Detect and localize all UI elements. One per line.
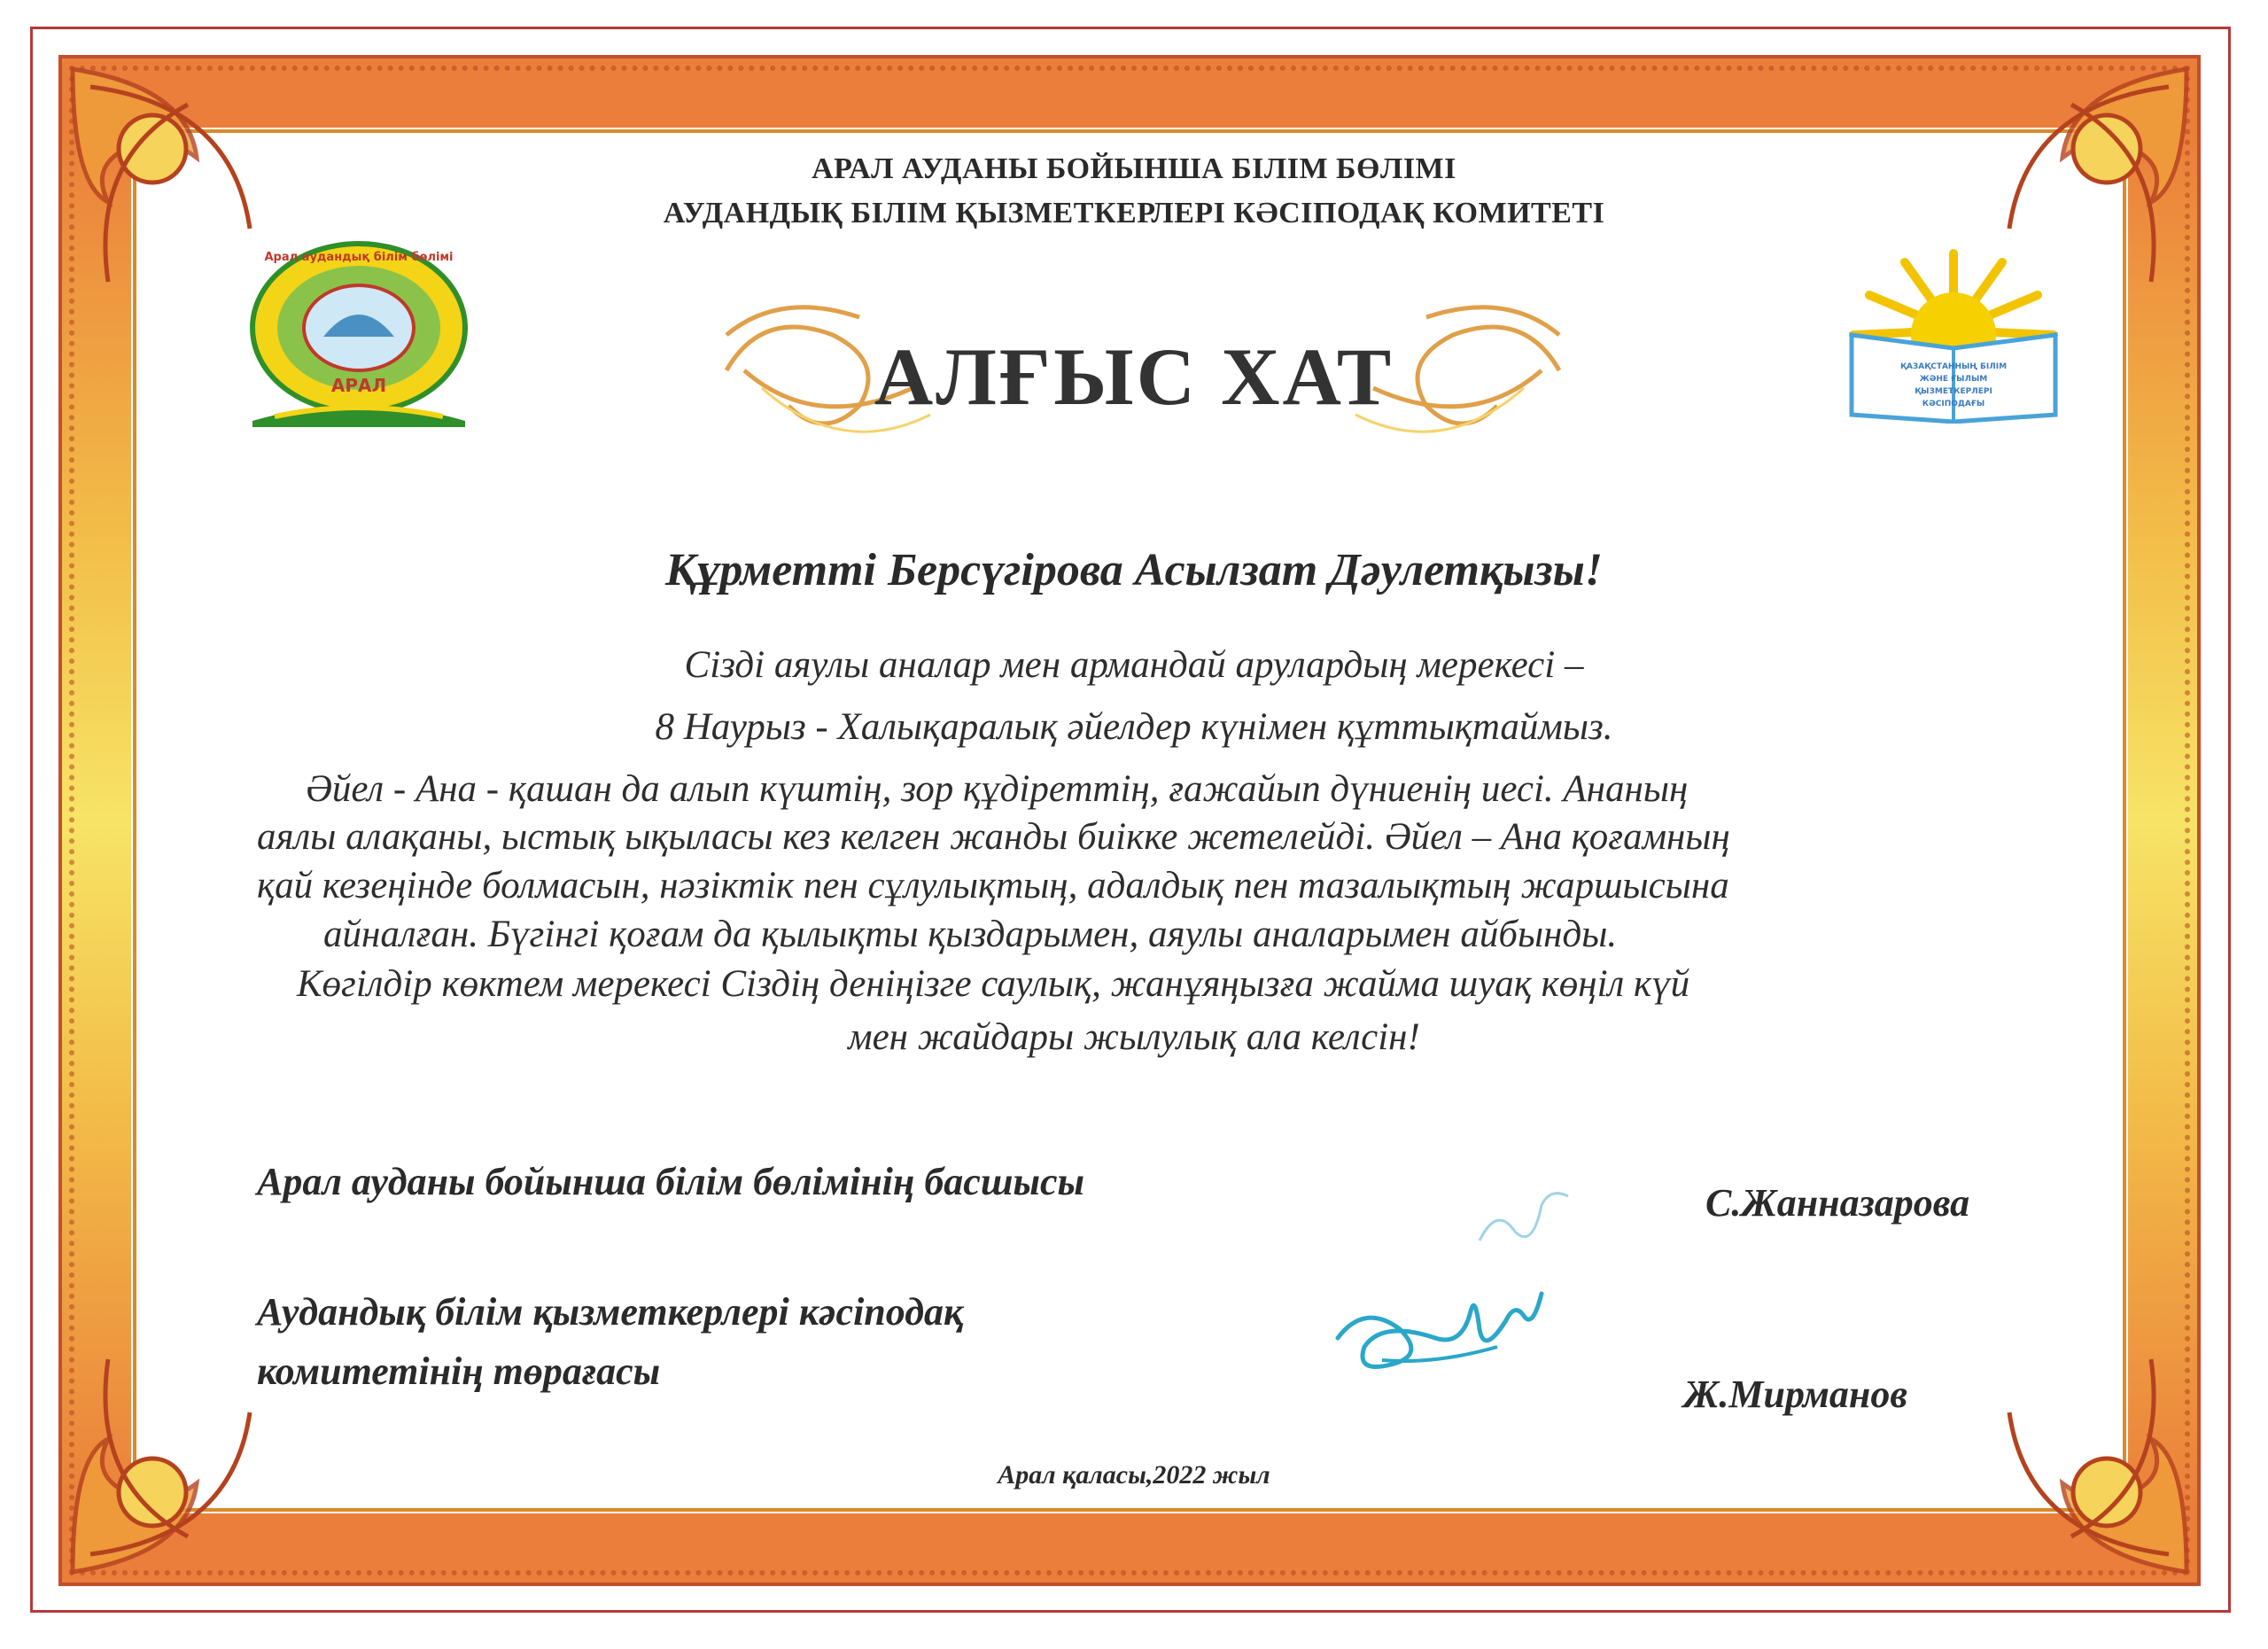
body-line-5: қай кезеңінде болмасын, нәзіктік пен сұлулықтың, адалдық пен тазалықтың жаршысына bbox=[257, 865, 1729, 906]
body-line-4: аялы алақаны, ыстық ықыласы кез келген жанды биікке жетелейді. Әйел – Ана қоғамның bbox=[257, 816, 1730, 858]
logo-caption-2: ЖӘНЕ ҒЫЛЫМ bbox=[1919, 375, 1988, 384]
signatory-2-title-line1: Аудандық білім қызметкерлері кәсіподақ bbox=[257, 1290, 964, 1334]
signatory-1-title: Арал ауданы бойынша білім бөлімінің басшысы bbox=[257, 1160, 1085, 1203]
page-title: АЛҒЫС ХАТ bbox=[874, 331, 1394, 422]
logo-caption-4: КӘСІПОДАҒЫ bbox=[1922, 400, 1985, 408]
logo-caption-3: ҚЫЗМЕТКЕРЛЕРІ bbox=[1915, 387, 1992, 396]
signature-mirmanov bbox=[1329, 1276, 1550, 1391]
logo-ring-text: Арал аудандық білім бөлімі bbox=[264, 251, 454, 264]
footer-place-date: Арал қаласы,2022 жыл bbox=[998, 1460, 1270, 1490]
faint-signature bbox=[1471, 1170, 1577, 1258]
header-line-1: АРАЛ АУДАНЫ БОЙЫНША БІЛІМ БӨЛІМІ bbox=[812, 152, 1456, 185]
corner-ornament-bottom-right bbox=[1938, 1324, 2204, 1590]
body-line-7: Көгілдір көктем мерекесі Сіздің деніңізге саулық, жанұяңызға жайма шуақ көңіл күй bbox=[297, 963, 1690, 1005]
signatory-2-name: Ж.Мирманов bbox=[1683, 1373, 1908, 1416]
body-line-3: Әйел - Ана - қашан да алып күштің, зор құдіреттің, ғажайып дүниенің иесі. Ананың bbox=[306, 768, 1689, 810]
logo-caption-1: ҚАЗАҚСТАННЫҢ БІЛІМ bbox=[1899, 362, 2008, 371]
header-line-2: АУДАНДЫҚ БІЛІМ ҚЫЗМЕТКЕРЛЕРІ КӘСІПОДАҚ КОМИТЕТІ bbox=[663, 197, 1605, 229]
body-line-2: 8 Наурыз - Халықаралық әйелдер күнімен құттықтаймыз. bbox=[655, 706, 1613, 748]
body-line-6: айналған. Бүгінгі қоғам да қылықты қыздарымен, аяулы аналарымен айбынды. bbox=[323, 914, 1618, 955]
signatory-1-name: С.Жанназарова bbox=[1705, 1181, 1970, 1225]
body-line-8: мен жайдары жылулық ала келсін! bbox=[848, 1016, 1420, 1058]
signatory-2-title-line2: комитетінің төрағасы bbox=[257, 1350, 661, 1393]
body-line-1: Сізді аяулы аналар мен армандай арулардың мерекесі – bbox=[684, 644, 1584, 686]
logo-bottom-text: АРАЛ bbox=[330, 375, 387, 396]
salutation: Құрметті Берсүгірова Асылзат Дәулетқызы! bbox=[664, 545, 1604, 595]
